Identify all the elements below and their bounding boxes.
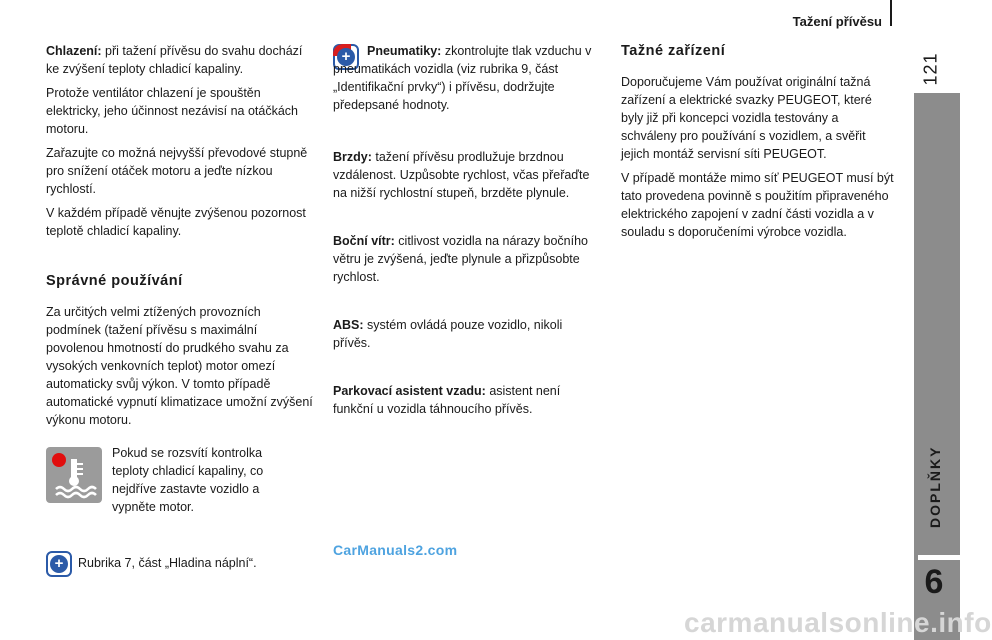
coolant-temperature-icon xyxy=(46,447,102,503)
paragraph-abs xyxy=(333,316,603,352)
term-cooling: Chlazení: xyxy=(46,44,102,58)
page-number: 121 xyxy=(920,52,941,86)
text-tyres: zkontrolujte tlak vzduchu v pneumatikách vozidla (viz rubrika 9, část „Identifikační prvky“) i přívěsu, dodržujte předepsané hodnoty. xyxy=(333,44,592,112)
watermark-small: CarManuals2.com xyxy=(333,542,458,558)
term-crosswind: Boční vítr: xyxy=(333,234,395,248)
term-parking: Parkovací asistent vzadu: xyxy=(333,384,486,398)
paragraph-tyres xyxy=(333,42,603,114)
paragraph-crosswind xyxy=(333,232,603,286)
plus-icon: + xyxy=(337,48,355,66)
text-cooling: při tažení přívěsu do svahu dochází ke zvýšení teploty chladicí kapaliny. xyxy=(46,44,303,76)
side-tab-divider xyxy=(918,555,960,560)
plus-icon: + xyxy=(50,555,68,573)
paragraph-installation: V případě montáže mimo síť PEUGEOT musí být tato provedena povinně s použitím připraveného elektrického zapojení v zadní části vozidla a v souladu s doporučeními výrobce vozidla. xyxy=(621,171,894,239)
reference-icon xyxy=(46,551,72,577)
paragraph-parking xyxy=(333,382,603,418)
paragraph-recommend: Doporučujeme Vám používat originální tažná zařízení a elektrické svazky PEUGEOT, které byly již při koncepci vozidla testovány a schváleny pro používání s vozidlem, a svěřit jejich montáž servisní síti PEUGEOT. xyxy=(621,75,872,161)
paragraph-fan: Protože ventilátor chlazení je spouštěn elektricky, jeho účinnost nezávisí na otáčkách motoru. xyxy=(46,86,298,136)
warning-text-block xyxy=(112,444,302,522)
coolant-warning-lamp-icon xyxy=(46,447,102,503)
paragraph-attention: V každém případě věnujte zvýšenou pozornost teplotě chladicí kapaliny. xyxy=(46,206,306,238)
reference-text-block xyxy=(78,554,298,578)
term-abs: ABS: xyxy=(333,318,364,332)
column-left xyxy=(46,42,314,435)
paragraph-brakes xyxy=(333,148,603,202)
column-right xyxy=(621,42,896,247)
paragraph-gears: Zařazujte co možná nejvyšší převodové stupně pro snížení otáček motoru a jeďte nízkou rychlostí. xyxy=(46,146,308,196)
text-crosswind: citlivost vozidla na nárazy bočního větru je zvýšená, jeďte plynule a přizpůsobte rychlost. xyxy=(333,234,588,284)
chapter-number: 6 xyxy=(924,563,944,601)
warning-text: Pokud se rozsvítí kontrolka teploty chladicí kapaliny, co nejdříve zastavte vozidlo a vypněte motor. xyxy=(112,446,264,514)
section-heading-correct-use: Správné používání xyxy=(46,273,183,289)
page-header-title: Tažení přívěsu xyxy=(792,14,882,29)
paragraph-conditions: Za určitých velmi ztížených provozních podmínek (tažení přívěsu s maximální povolenou hmotností do prudkého svahu za vysokých venkovních teplot) motor omezí automaticky svůj výkon. V tomto případě automatické vypnutí klimatizace umožní zvýšení výkonu motoru. xyxy=(46,305,313,427)
section-heading-towbar: Tažné zařízení xyxy=(621,43,726,59)
reference-text: Rubrika 7, část „Hladina náplní“. xyxy=(78,556,257,570)
text-brakes: tažení přívěsu prodlužuje brzdnou vzdálenost. Uzpůsobte rychlost, včas přeřaďte na nižší rychlostní stupeň, brzděte plynule. xyxy=(333,150,590,200)
header-divider xyxy=(890,0,892,26)
watermark-large: carmanualsonline.info xyxy=(684,607,992,638)
chapter-label: DOPLŇKY xyxy=(927,445,943,528)
text-parking: asistent není funkční u vozidla táhnoucího přívěs. xyxy=(333,384,561,416)
term-tyres: Pneumatiky: xyxy=(367,44,442,58)
term-brakes: Brzdy: xyxy=(333,150,372,164)
text-abs: systém ovládá pouze vozidlo, nikoli přívěs. xyxy=(333,318,563,350)
paragraph-cooling xyxy=(46,42,314,78)
column-middle xyxy=(333,42,603,424)
